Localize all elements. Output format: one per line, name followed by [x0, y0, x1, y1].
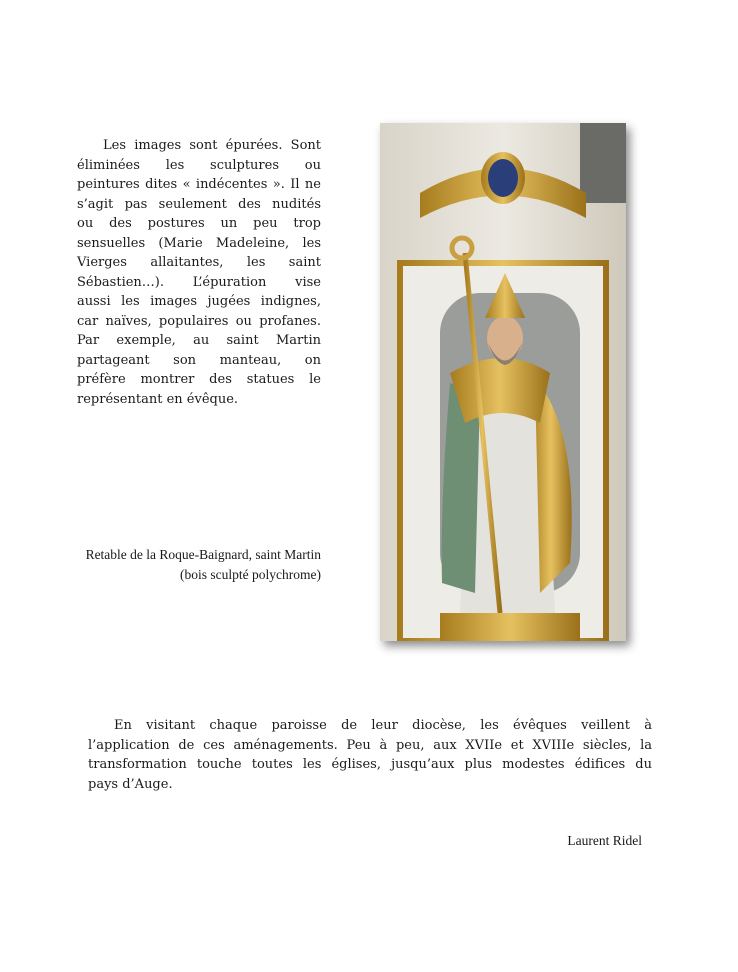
saint-martin-statue-photo [380, 123, 626, 641]
text-line: éliminées les sculptures ou [77, 157, 321, 173]
text-line: représentant en évêque. [77, 391, 239, 407]
author-signature: Laurent Ridel [567, 833, 642, 848]
text-line: En visitant chaque paroisse de leur diocèse, les évêques veillent à [114, 718, 652, 733]
text-line: sensuelles (Marie Madeleine, les [77, 235, 321, 251]
text-line: partageant son manteau, on [77, 352, 321, 368]
caption-line: Retable de la Roque-Baignard, saint Martin [85, 547, 321, 562]
text-line: pays d’Auge. [88, 776, 173, 792]
text-line: transformation touche toutes les églises, jusqu’aux plus modestes édifices du [88, 757, 652, 772]
text-line: Par exemple, au saint Martin [77, 333, 321, 348]
paragraph-eveques [88, 716, 652, 794]
caption-line: (bois sculpté polychrome) [180, 567, 321, 582]
text-line: Les images sont épurées. Sont [103, 138, 321, 153]
text-line: car naïves, populaires ou profanes. [77, 313, 321, 329]
text-line: peintures dites « indécentes ». Il ne [77, 177, 321, 192]
paragraph-images-epurees [77, 136, 321, 409]
text-line: l’application de ces aménagements. Peu à peu, aux XVIIe et XVIIIe siècles, la [88, 737, 652, 753]
photo-caption [86, 545, 321, 585]
text-line: ou des postures un peu trop [77, 216, 321, 231]
text-line: s’agit pas seulement des nudités [77, 196, 321, 212]
text-line: aussi les images jugées indignes, [77, 294, 321, 309]
statue-illustration [380, 123, 626, 641]
text-line: Sébastien…). L’épuration vise [77, 274, 321, 290]
text-line: Vierges allaitantes, les saint [77, 255, 321, 270]
text-line: préfère montrer des statues le [77, 372, 321, 387]
